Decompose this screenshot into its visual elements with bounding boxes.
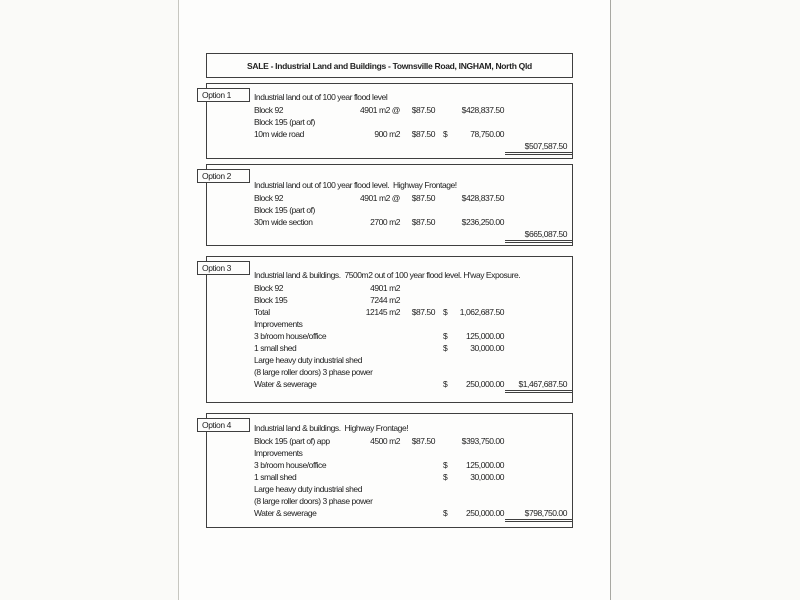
table-row <box>207 342 572 354</box>
cell-item: Large heavy duty industrial shed <box>254 355 362 365</box>
cell-amount: 250,000.00 <box>465 508 504 518</box>
cell-sep: $ <box>443 508 448 518</box>
cell-amount: 78,750.00 <box>470 129 504 139</box>
cell-area: 4500 m2 <box>370 436 400 446</box>
cell-amount: $393,750.00 <box>461 436 504 446</box>
cell-area: 4901 m2 <box>370 283 400 293</box>
cell-rate: $87.50 <box>411 217 435 227</box>
cell-item: Block 195 (part of) app <box>254 436 330 446</box>
cell-sep: $ <box>443 343 448 353</box>
cell-item: Block 195 <box>254 295 288 305</box>
scanned-document-page <box>178 0 611 600</box>
cell-rate: $87.50 <box>411 129 435 139</box>
table-row <box>207 435 572 447</box>
cell-amount: 30,000.00 <box>470 472 504 482</box>
cell-total: $507,587.50 <box>505 140 572 155</box>
cell-item: 1 small shed <box>254 343 297 353</box>
table-row <box>207 116 572 128</box>
cell-item: 3 b/room house/office <box>254 460 327 470</box>
cell-item: Block 195 (part of) <box>254 117 315 127</box>
table-row <box>207 192 572 204</box>
option-section <box>202 256 573 403</box>
cell-sep: $ <box>443 379 448 389</box>
option-label: Option 4 <box>197 418 250 432</box>
option-rows <box>207 414 572 527</box>
option-rows <box>207 84 572 158</box>
cell-sep: $ <box>443 129 448 139</box>
cell-sep: $ <box>443 460 448 470</box>
table-row <box>207 471 572 483</box>
option-section <box>202 164 573 246</box>
cell-sep: $ <box>443 472 448 482</box>
option-description: Industrial land & buildings. Highway Frontage! <box>254 423 409 433</box>
option-rows <box>207 165 572 245</box>
cell-amount: $428,837.50 <box>461 193 504 203</box>
cell-item: Large heavy duty industrial shed <box>254 484 362 494</box>
cell-item: Total <box>254 307 270 317</box>
cell-total: $665,087.50 <box>505 228 572 243</box>
option-section <box>202 83 573 159</box>
cell-rate: $87.50 <box>411 193 435 203</box>
cell-item: Water & sewerage <box>254 508 317 518</box>
table-row <box>207 228 572 240</box>
cell-item: Improvements <box>254 448 303 458</box>
cell-amount: $428,837.50 <box>461 105 504 115</box>
cell-item: (8 large roller doors) 3 phase power <box>254 367 373 377</box>
cell-area: 2700 m2 <box>370 217 400 227</box>
cell-rate: $87.50 <box>411 307 435 317</box>
option-label: Option 2 <box>197 169 250 183</box>
cell-item: Block 92 <box>254 193 284 203</box>
table-row <box>207 330 572 342</box>
table-row <box>207 483 572 495</box>
cell-rate: $87.50 <box>411 436 435 446</box>
option-description: Industrial land out of 100 year flood level <box>254 92 388 102</box>
cell-item: Improvements <box>254 319 303 329</box>
option-label: Option 1 <box>197 88 250 102</box>
table-row <box>207 459 572 471</box>
table-row <box>207 204 572 216</box>
cell-item: Water & sewerage <box>254 379 317 389</box>
table-row <box>207 104 572 116</box>
cell-area: 900 m2 <box>374 129 400 139</box>
table-row <box>207 507 572 519</box>
cell-amount: 1,062,687.50 <box>459 307 504 317</box>
option-rows <box>207 257 572 402</box>
table-row <box>207 306 572 318</box>
document-title: SALE - Industrial Land and Buildings - Townsville Road, INGHAM, North Qld <box>206 53 573 78</box>
option-label: Option 3 <box>197 261 250 275</box>
cell-item: 30m wide section <box>254 217 313 227</box>
cell-item: Block 92 <box>254 283 284 293</box>
option-description: Industrial land & buildings. 7500m2 out of 100 year flood level. H'way Exposure. <box>254 270 521 280</box>
table-row <box>207 318 572 330</box>
cell-area: 4901 m2 @ <box>359 193 400 203</box>
cell-rate: $87.50 <box>411 105 435 115</box>
table-row <box>207 216 572 228</box>
cell-item: Block 92 <box>254 105 284 115</box>
table-row <box>207 128 572 140</box>
cell-amount: 125,000.00 <box>465 331 504 341</box>
cell-amount: $236,250.00 <box>461 217 504 227</box>
table-row <box>207 294 572 306</box>
table-row <box>207 282 572 294</box>
option-description: Industrial land out of 100 year flood level. Highway Frontage! <box>254 180 457 190</box>
cell-amount: 125,000.00 <box>465 460 504 470</box>
cell-item: 1 small shed <box>254 472 297 482</box>
table-row <box>207 354 572 366</box>
cell-total: $1,467,687.50 <box>505 378 572 393</box>
cell-sep: $ <box>443 307 448 317</box>
cell-amount: 30,000.00 <box>470 343 504 353</box>
cell-item: (8 large roller doors) 3 phase power <box>254 496 373 506</box>
cell-total: $798,750.00 <box>505 507 572 522</box>
cell-area: 12145 m2 <box>365 307 400 317</box>
table-row <box>207 447 572 459</box>
table-row <box>207 366 572 378</box>
option-section <box>202 413 573 528</box>
cell-item: 10m wide road <box>254 129 304 139</box>
cell-sep: $ <box>443 331 448 341</box>
table-row <box>207 378 572 390</box>
cell-amount: 250,000.00 <box>465 379 504 389</box>
cell-area: 4901 m2 @ <box>359 105 400 115</box>
cell-area: 7244 m2 <box>370 295 400 305</box>
table-row <box>207 140 572 152</box>
table-row <box>207 495 572 507</box>
cell-item: 3 b/room house/office <box>254 331 327 341</box>
cell-item: Block 195 (part of) <box>254 205 315 215</box>
